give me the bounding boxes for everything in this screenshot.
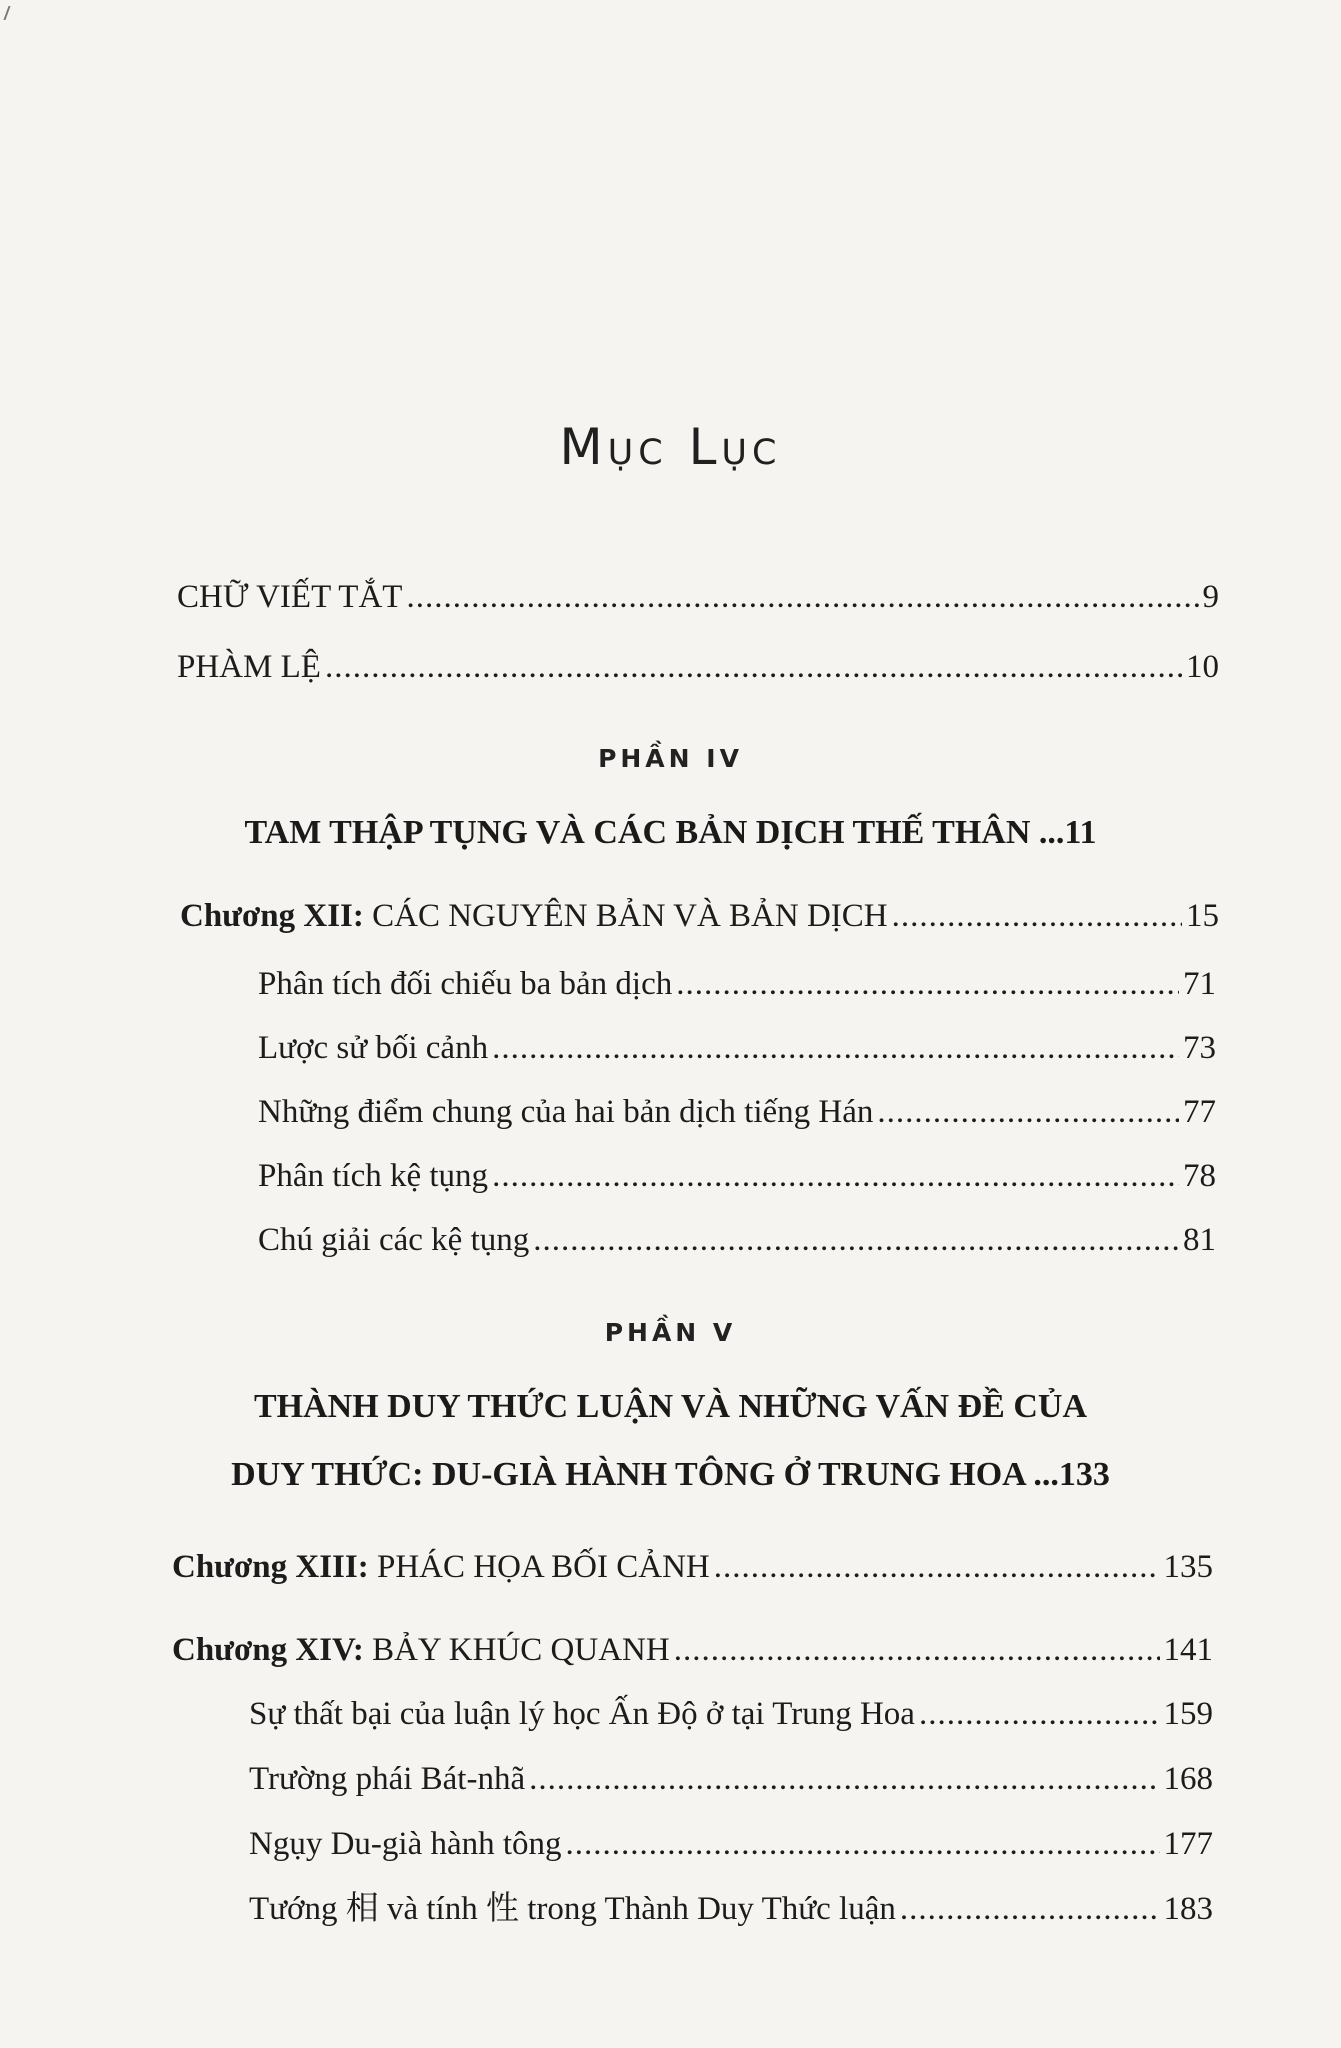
toc-section: [249, 1694, 1213, 1734]
toc-page-number: 177: [1163, 1826, 1213, 1862]
leader-dots: [492, 1156, 1179, 1196]
toc-entry-label: PHÀM LỆ: [177, 649, 321, 685]
leader-dots: [900, 1889, 1160, 1929]
leader-dots: [325, 647, 1182, 687]
chapter-prefix: Chương XIV:: [172, 1632, 364, 1668]
toc-chapter-14: [172, 1630, 1213, 1670]
toc-entry-label: Những điểm chung của hai bản dịch tiếng Hán: [258, 1094, 874, 1130]
toc-entry-label: [180, 896, 888, 936]
toc-section: [249, 1759, 1213, 1799]
leader-dots: [566, 1824, 1160, 1864]
toc-entry-label: Sự thất bại của luận lý học Ấn Độ ở tại Trung Hoa: [249, 1696, 915, 1732]
leader-dots: [406, 577, 1198, 617]
chapter-title: CÁC NGUYÊN BẢN VÀ BẢN DỊCH: [372, 898, 888, 934]
leader-dots: [676, 964, 1179, 1004]
corner-mark: [3, 6, 18, 20]
toc-entry-abbreviations: [177, 577, 1219, 617]
toc-chapter-13: [172, 1547, 1213, 1587]
part-title-line-2: DUY THỨC: DU-GIÀ HÀNH TÔNG Ở TRUNG HOA ...133: [231, 1456, 1110, 1493]
toc-entry-label: Lược sử bối cảnh: [258, 1030, 489, 1066]
toc-entry-label: Tướng 相 và tính 性 trong Thành Duy Thức luận: [249, 1891, 896, 1927]
toc-entry-label: CHỮ VIẾT TẮT: [177, 579, 403, 615]
chapter-prefix: Chương XII:: [180, 898, 364, 934]
part-label: PHẦN IV: [598, 744, 743, 773]
chapter-title: PHÁC HỌA BỐI CẢNH: [376, 1549, 710, 1585]
leader-dots: [892, 896, 1182, 936]
toc-page-number: 73: [1183, 1030, 1216, 1066]
toc-page-number: 159: [1163, 1696, 1213, 1732]
leader-dots: [492, 1028, 1179, 1068]
toc-entry-conventions: [177, 647, 1219, 687]
toc-entry-label: Phân tích kệ tụng: [258, 1158, 489, 1194]
leader-dots: [919, 1694, 1160, 1734]
toc-page-number: 9: [1202, 579, 1219, 615]
toc-section: [258, 1220, 1216, 1260]
toc-entry-label: Ngụy Du-già hành tông: [249, 1826, 562, 1862]
chapter-prefix: Chương XIII:: [172, 1549, 369, 1585]
toc-entry-label: Chú giải các kệ tụng: [258, 1222, 530, 1258]
toc-page-number: 10: [1186, 649, 1219, 685]
toc-page-number: 168: [1163, 1761, 1213, 1797]
toc-section: [258, 1092, 1216, 1132]
toc-section: [249, 1889, 1213, 1929]
part-title-line-1: THÀNH DUY THỨC LUẬN VÀ NHỮNG VẤN ĐỀ CỦA: [253, 1388, 1088, 1425]
toc-section: [258, 964, 1216, 1004]
page-title: Mục Lục: [559, 418, 782, 476]
toc-page-number: 71: [1183, 966, 1216, 1002]
toc-entry-label: Phân tích đối chiếu ba bản dịch: [258, 966, 673, 1002]
toc-page-number: 78: [1183, 1158, 1216, 1194]
toc-page-number: 81: [1183, 1222, 1216, 1258]
toc-page-number: 77: [1183, 1094, 1216, 1130]
leader-dots: [714, 1547, 1160, 1587]
toc-entry-label: [172, 1630, 670, 1670]
toc-chapter-12: [180, 896, 1219, 936]
leader-dots: [529, 1759, 1159, 1799]
leader-dots: [533, 1220, 1179, 1260]
toc-page-number: 183: [1163, 1891, 1213, 1927]
toc-page-number: 141: [1163, 1632, 1213, 1668]
toc-section: [249, 1824, 1213, 1864]
toc-entry-label: [172, 1547, 710, 1587]
toc-section: [258, 1156, 1216, 1196]
part-title: TAM THẬP TỤNG VÀ CÁC BẢN DỊCH THẾ THÂN ...11: [244, 814, 1097, 851]
toc-page-number: 135: [1163, 1549, 1213, 1585]
toc-section: [258, 1028, 1216, 1068]
chapter-title: BẢY KHÚC QUANH: [372, 1632, 670, 1668]
toc-page-number: 15: [1186, 898, 1219, 934]
toc-entry-label: Trường phái Bát-nhã: [249, 1761, 526, 1797]
part-label: PHẦN V: [604, 1318, 737, 1347]
leader-dots: [877, 1092, 1179, 1132]
leader-dots: [674, 1630, 1160, 1670]
